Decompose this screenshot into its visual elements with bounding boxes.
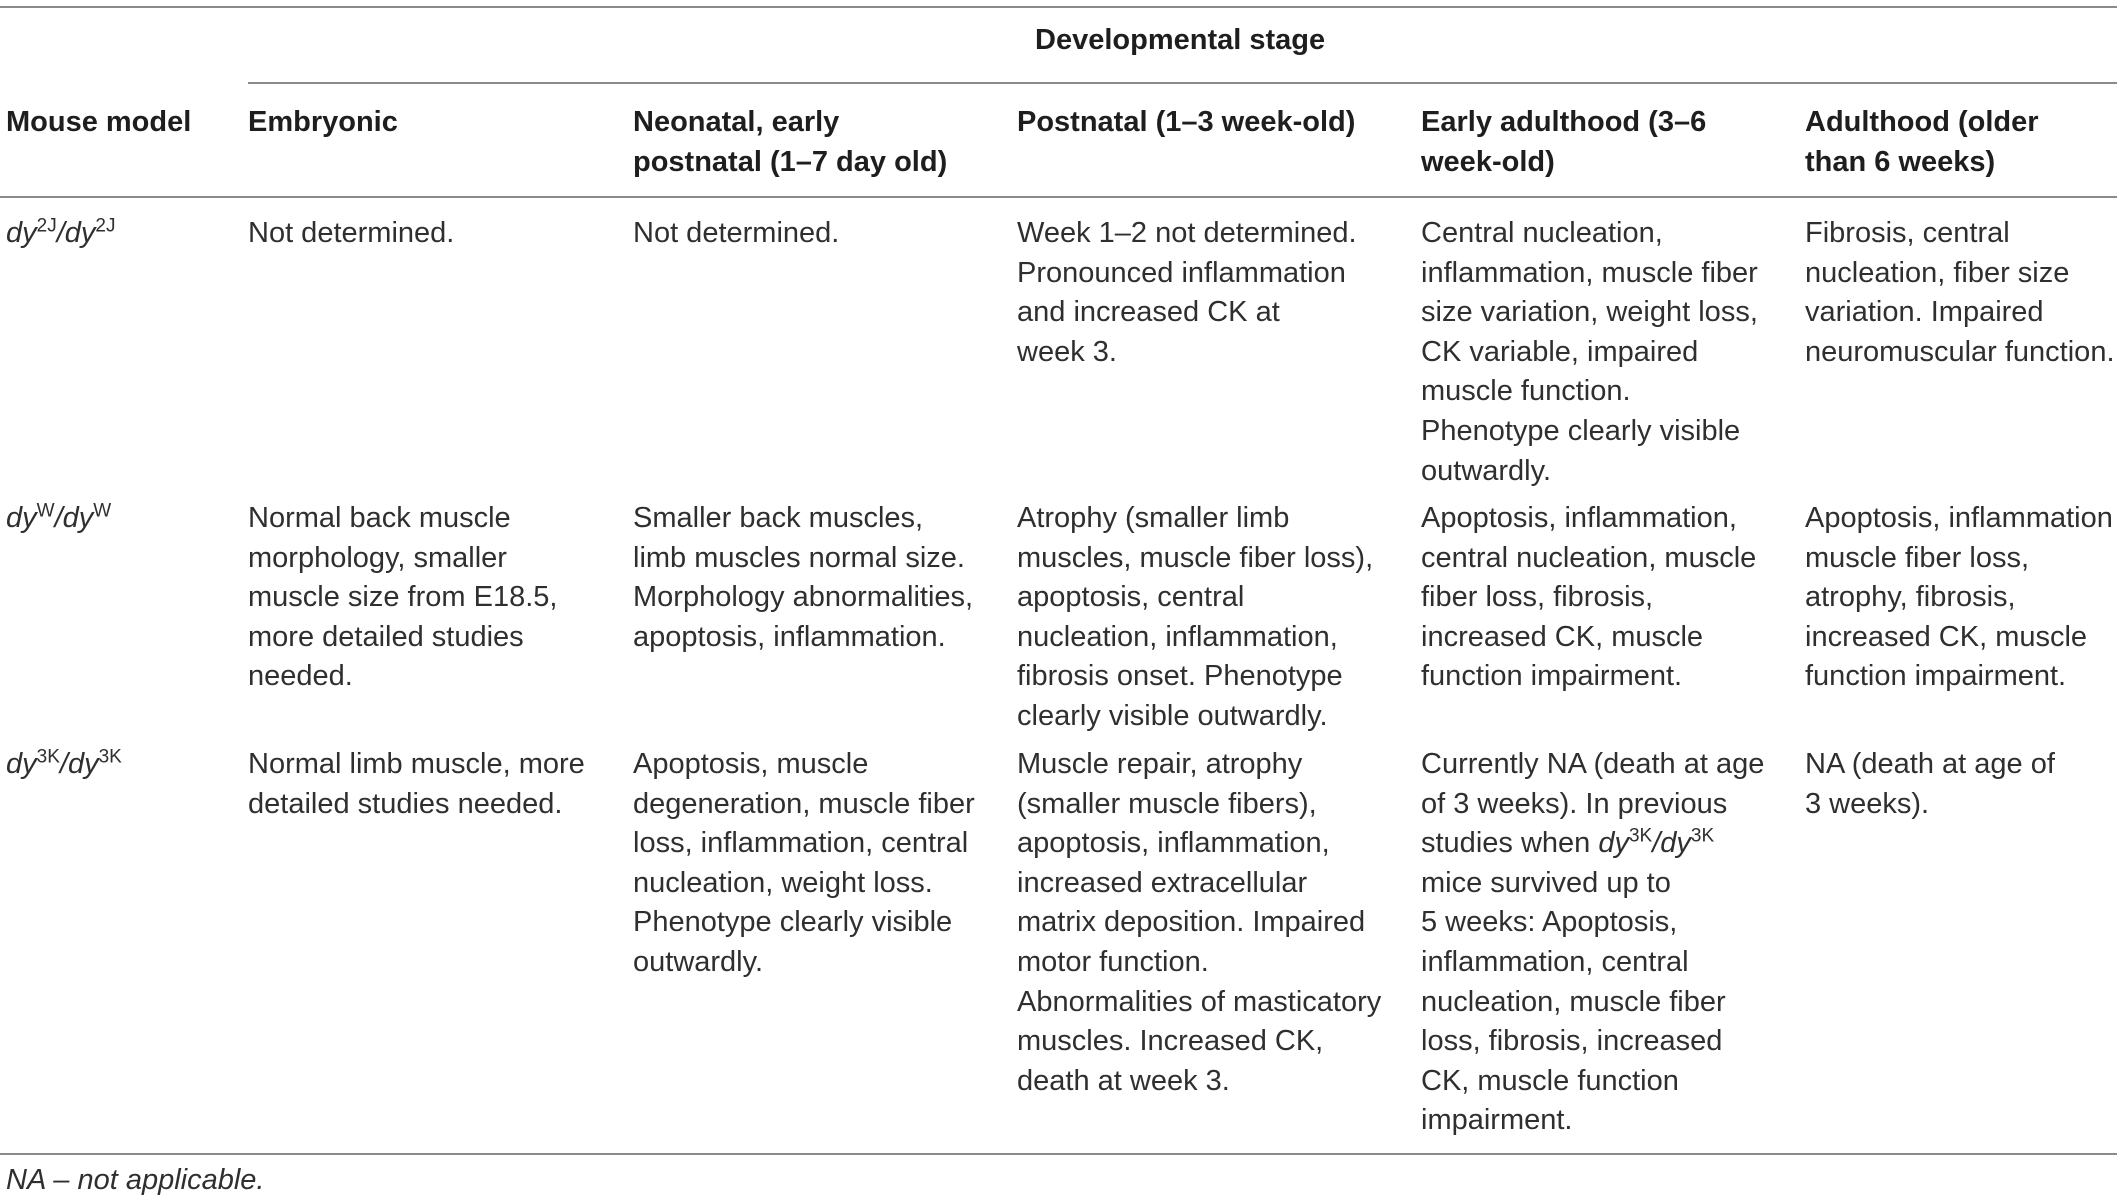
col-header-early-adulthood: Early adulthood (3–6 week-old)	[1421, 106, 1707, 178]
header-bottom-rule	[0, 196, 2117, 198]
cell-dyw-adulthood: Apoptosis, inflammation muscle fiber loss, atrophy, fibrosis, increased CK, muscle function impairment.	[1805, 502, 2113, 693]
cell-dy3k-adulthood: NA (death at age of 3 weeks).	[1805, 748, 2055, 820]
top-rule	[0, 6, 2117, 8]
cell-dy3k-neonatal: Apoptosis, muscle degeneration, muscle fiber loss, inflammation, central nucleation, weight loss. Phenotype clearly visible outwardly.	[633, 748, 975, 978]
col-header-adulthood: Adulthood (older than 6 weeks)	[1805, 106, 2039, 178]
cell-dy3k-embryonic: Normal limb muscle, more detailed studies needed.	[248, 748, 585, 820]
col-header-postnatal: Postnatal (1–3 week-old)	[1017, 106, 1356, 138]
cell-dy2j-embryonic: Not determined.	[248, 217, 455, 249]
mouse-model-dy2j: $dy^{2J}/dy^{2J}$	[6, 215, 116, 249]
cell-dy2j-postnatal: Week 1–2 not determined. Pronounced inflammation and increased CK at week 3.	[1017, 217, 1357, 368]
early-adult-rest: mice survived up to 5 weeks: Apoptosis, inflammation, central nucleation, muscle fiber loss, fibrosis, increased CK, muscle function impairment.	[1421, 866, 1726, 1137]
inline-model-dy3k: $dy^{3K}/dy^{3K}$	[1598, 825, 1715, 860]
bottom-rule	[0, 1153, 2117, 1155]
col-header-mouse-model: Mouse model	[6, 106, 192, 138]
cell-dy3k-early-adulthood	[1421, 745, 1764, 1141]
cell-dy2j-early-adulthood: Central nucleation, inflammation, muscle fiber size variation, weight loss, CK variable, impaired muscle function. Phenotype clearly visible outwardly.	[1421, 217, 1758, 487]
cell-dyw-postnatal: Atrophy (smaller limb muscles, muscle fiber loss), apoptosis, central nucleation, inflammation, fibrosis onset. Phenotype clearly visible outwardly.	[1017, 502, 1374, 732]
col-header-neonatal: Neonatal, early postnatal (1–7 day old)	[633, 106, 948, 178]
cell-dyw-embryonic: Normal back muscle morphology, smaller muscle size from E18.5, more detailed studies needed.	[248, 502, 558, 693]
footnote: NA – not applicable.	[6, 1164, 265, 1196]
early-adult-line2: of 3 weeks). In previous	[1421, 787, 1728, 820]
mouse-model-dyw: $dy^W/dy^W$	[6, 500, 112, 534]
col-header-embryonic: Embryonic	[248, 106, 398, 138]
cell-dy3k-postnatal: Muscle repair, atrophy (smaller muscle fibers), apoptosis, inflammation, increased extracellular matrix deposition. Impaired motor function. Abnormalities of masticatory muscles. Increased CK, death at week 3.	[1017, 748, 1382, 1097]
mouse-model-dy3k: $dy^{3K}/dy^{3K}$	[6, 746, 122, 780]
cell-dyw-neonatal: Smaller back muscles, limb muscles normal size. Morphology abnormalities, apoptosis, inflammation.	[633, 502, 974, 653]
cell-dy2j-adulthood: Fibrosis, central nucleation, fiber size variation. Impaired neuromuscular function.	[1805, 217, 2115, 368]
early-adult-line1: Currently NA (death at age	[1421, 748, 1765, 780]
spanning-header-rule	[248, 82, 2117, 84]
spanning-header: Developmental stage	[1035, 24, 1326, 56]
early-adult-line3-prefix: studies when	[1421, 827, 1599, 860]
cell-dyw-early-adulthood: Apoptosis, inflammation, central nucleation, muscle fiber loss, fibrosis, increased CK, muscle function impairment.	[1421, 502, 1757, 693]
cell-dy2j-neonatal: Not determined.	[633, 217, 840, 249]
